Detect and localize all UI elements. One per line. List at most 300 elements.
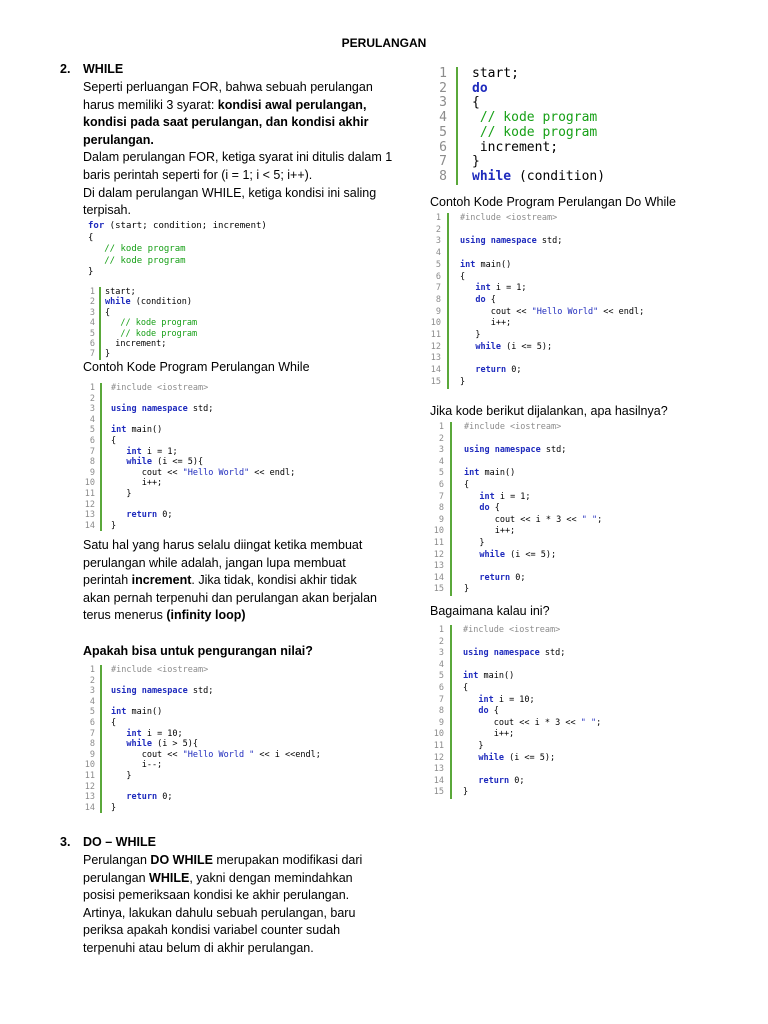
code-token: (i > 5){ (151, 739, 199, 750)
code-token: std; (540, 445, 567, 456)
while-intro-bold: kondisi awal perulangan, kondisi pada saat perulangan, dan kondisi akhir perulangan. (83, 97, 369, 147)
gutter-bar (450, 625, 452, 799)
line-number: 9 (438, 717, 444, 728)
code-token: main() (126, 707, 163, 718)
line-number: 13 (84, 510, 95, 521)
increment-note-paragraph (83, 537, 383, 625)
code-token: main() (475, 259, 512, 270)
code-line (88, 267, 267, 279)
code-token (460, 283, 475, 293)
code-token (111, 739, 126, 749)
line-number: 2 (89, 393, 95, 404)
code-line (111, 457, 295, 468)
code-token: ; (597, 514, 603, 525)
code-token: int (126, 446, 142, 457)
code-token: // kode program (105, 328, 198, 339)
infinity-loop-bold: (infinity loop) (166, 608, 246, 623)
code-token: 0; (509, 775, 525, 786)
page-title: PERULANGAN (341, 36, 427, 50)
line-numbers (83, 383, 95, 531)
code-line (463, 637, 601, 649)
code-token: (start; condition; increment) (104, 221, 267, 231)
line-number: 4 (439, 110, 447, 126)
code-token: return (479, 572, 511, 583)
code-token: { (88, 232, 94, 243)
line-number: 8 (89, 739, 95, 750)
line-number: 9 (89, 749, 95, 760)
code-line (105, 287, 197, 297)
line-number: 9 (435, 306, 441, 317)
line-number: 5 (439, 124, 447, 140)
gutter-bar (100, 665, 102, 813)
line-number: 6 (438, 479, 444, 490)
line-numbers (430, 625, 444, 799)
code-token: int (460, 259, 476, 270)
code-line (472, 82, 605, 97)
code-line (105, 308, 197, 318)
line-number: 3 (438, 648, 444, 659)
code-lines (460, 213, 644, 389)
line-number: 8 (438, 706, 444, 717)
line-number: 11 (84, 770, 95, 781)
code-token: } (464, 584, 470, 595)
code-line (463, 753, 601, 765)
code-line (464, 561, 602, 573)
code-token: "Hello World" (182, 467, 250, 478)
code-line (463, 729, 601, 741)
line-number: 6 (435, 271, 441, 282)
code-line (111, 686, 321, 697)
line-number: 5 (438, 671, 444, 682)
code-line (111, 792, 321, 803)
code-token: do (472, 80, 488, 96)
line-number: 7 (439, 154, 447, 170)
code-token: #include <iostream> (111, 383, 209, 393)
while-separate-text: Di dalam perulangan WHILE, ketiga kondisi ini saling terpisah. (83, 185, 377, 218)
code-line (111, 415, 295, 426)
code-token: { (460, 271, 466, 282)
dowhile-bold-1: DO WHILE (150, 853, 213, 867)
code-line (88, 256, 267, 268)
caption-dowhile-example: Contoh Kode Program Perulangan Do While (430, 195, 676, 209)
code-token: // kode program (472, 124, 598, 140)
line-number: 15 (430, 376, 441, 387)
line-number: 7 (435, 283, 441, 294)
code-token: i = (141, 446, 168, 457)
code-token: "Hello World " (182, 749, 255, 760)
line-number: 1 (89, 383, 95, 393)
code-line (105, 349, 197, 359)
code-line (460, 307, 644, 319)
code-token (460, 295, 475, 305)
line-number: 12 (84, 499, 95, 510)
code-line (111, 500, 295, 511)
gutter-bar (447, 213, 449, 389)
code-line (88, 221, 267, 233)
code-token: i++; (464, 526, 516, 537)
line-number: 9 (438, 514, 444, 525)
code-token (111, 729, 126, 739)
code-lines (105, 287, 197, 360)
line-number: 2 (438, 636, 444, 647)
line-number: 4 (438, 659, 444, 670)
dowhile-bold-2: WHILE (149, 870, 190, 885)
code-line (464, 468, 602, 480)
code-line (88, 244, 267, 256)
code-token: i = 1; (494, 491, 531, 502)
code-line (472, 96, 605, 111)
caption-while-example: Contoh Kode Program Perulangan While (83, 360, 310, 374)
line-number: 3 (439, 95, 447, 111)
code-line (111, 676, 321, 687)
code-line (464, 445, 602, 457)
code-token: std; (539, 648, 566, 659)
line-number: 2 (89, 297, 95, 308)
line-number: 4 (89, 414, 95, 425)
line-number: 5 (89, 328, 95, 339)
code-line (472, 141, 605, 156)
code-token: } (105, 349, 111, 360)
code-token: " " (580, 717, 597, 728)
code-line (111, 718, 321, 729)
code-line (464, 480, 602, 492)
code-lines (111, 665, 321, 813)
code-token: int (475, 283, 491, 294)
line-number: 11 (433, 740, 444, 751)
code-token (111, 510, 126, 520)
code-token: " " (581, 514, 598, 525)
line-number: 3 (89, 307, 95, 318)
code-token: i++; (463, 729, 515, 740)
line-numbers (83, 665, 95, 813)
line-number: 14 (84, 520, 95, 531)
line-number: 2 (438, 433, 444, 444)
line-number: 7 (89, 349, 95, 360)
code-line (111, 803, 321, 814)
code-token: { (105, 307, 111, 318)
code-token: cout << (111, 749, 183, 760)
code-token: #include <iostream> (463, 625, 561, 635)
code-token: i = 1; (490, 283, 527, 294)
line-number: 12 (433, 549, 444, 560)
code-token: start; (105, 287, 136, 297)
code-line (111, 665, 321, 676)
code-line (111, 707, 321, 718)
code-token: while (475, 341, 501, 352)
code-token (111, 457, 126, 467)
code-line (472, 126, 605, 141)
line-number: 1 (89, 287, 95, 297)
code-lines (464, 422, 602, 596)
line-number: 12 (433, 752, 444, 763)
code-token: << endl; (598, 306, 645, 317)
line-number: 1 (438, 422, 444, 432)
code-token: } (88, 267, 94, 278)
code-line (463, 660, 601, 672)
dowhile-text-1: Perulangan (83, 853, 151, 867)
code-line (460, 295, 644, 307)
line-numbers (83, 287, 95, 360)
code-token: do (479, 503, 490, 514)
code-line (460, 365, 644, 377)
code-token (464, 492, 479, 502)
code-line (460, 283, 644, 295)
code-token: { (111, 435, 117, 446)
code-line (88, 233, 267, 245)
code-token: { (488, 706, 499, 717)
code-line (472, 155, 605, 170)
code-line (460, 342, 644, 354)
code-line (460, 213, 644, 225)
code-token: i = 10; (493, 694, 535, 705)
line-number: 2 (89, 675, 95, 686)
code-line (111, 521, 295, 532)
code-line (111, 771, 321, 782)
line-numbers (430, 67, 447, 185)
code-token: for (88, 221, 105, 231)
code-line (111, 782, 321, 793)
code-line (111, 447, 295, 458)
dowhile-paragraph (83, 852, 383, 958)
line-number: 3 (435, 236, 441, 247)
code-line (460, 260, 644, 272)
line-number: 9 (89, 467, 95, 478)
code-token: (i <= 5){ (151, 457, 204, 468)
line-numbers (430, 422, 444, 596)
line-number: 8 (438, 503, 444, 514)
while-for-text: Dalam perulangan FOR, ketiga syarat ini ditulis dalam 1 baris perintah seperti for (i = 1; i < 5; i++). (83, 150, 393, 182)
code-token: } (463, 787, 469, 798)
code-token: do (475, 294, 486, 305)
line-number: 13 (84, 792, 95, 803)
code-line (464, 503, 602, 515)
code-line (472, 111, 605, 126)
code-line (463, 718, 601, 730)
code-token: ; (172, 446, 178, 457)
code-token: 0; (157, 792, 173, 803)
line-number: 14 (433, 775, 444, 786)
code-line (472, 67, 605, 82)
code-token (464, 573, 479, 583)
code-token: return (475, 365, 507, 376)
code-line (464, 538, 602, 550)
line-number: 3 (438, 445, 444, 456)
code-token: // kode program (88, 255, 186, 266)
code-token: // kode program (472, 110, 598, 126)
line-number: 14 (84, 802, 95, 813)
code-token: return (126, 792, 158, 803)
code-token: cout << (460, 306, 532, 317)
code-token: { (485, 294, 496, 305)
code-token: using namespace (460, 236, 537, 247)
code-token: while (126, 457, 152, 468)
code-line (111, 489, 295, 500)
dowhile-text-2: merupakan modifikasi dari perulangan (83, 853, 363, 885)
code-lines (111, 383, 295, 531)
code-line (460, 318, 644, 330)
code-line (111, 739, 321, 750)
code-token: } (460, 376, 466, 387)
code-line (460, 248, 644, 260)
code-line (111, 394, 295, 405)
line-number: 11 (433, 537, 444, 548)
code-token (111, 447, 126, 457)
line-number: 12 (430, 341, 441, 352)
while-intro-paragraph (83, 79, 393, 220)
code-token: main() (478, 671, 515, 682)
code-token: using namespace (463, 648, 540, 659)
code-line (111, 436, 295, 447)
line-number: 6 (439, 139, 447, 155)
code-token: 0; (506, 365, 522, 376)
code-token: } (463, 740, 484, 751)
code-token (464, 550, 479, 560)
code-line (460, 353, 644, 365)
code-token: #include <iostream> (460, 213, 558, 223)
line-number: 5 (89, 707, 95, 718)
increment-bold: increment (131, 573, 192, 588)
line-number: 3 (89, 686, 95, 697)
code-token: int (478, 694, 494, 705)
code-token: return (126, 510, 158, 521)
line-number: 13 (433, 561, 444, 572)
line-number: 5 (89, 425, 95, 436)
code-line (460, 272, 644, 284)
line-number: 1 (438, 625, 444, 635)
code-token: using namespace (111, 686, 188, 697)
code-token (463, 776, 478, 786)
code-token: std; (187, 404, 214, 415)
code-token: (i <= 5); (503, 752, 556, 763)
line-number: 10 (84, 478, 95, 489)
code-line (464, 422, 602, 434)
line-number: 2 (439, 80, 447, 96)
code-token: i++; (111, 478, 163, 489)
line-number: 8 (439, 168, 447, 184)
line-number: 15 (433, 584, 444, 595)
line-number: 11 (430, 330, 441, 341)
code-token: << endl; (249, 467, 296, 478)
code-line (111, 478, 295, 489)
code-token: main() (126, 425, 163, 436)
line-number: 10 (433, 729, 444, 740)
code-token: (i <= 5); (504, 549, 557, 560)
code-token: (i <= 5); (500, 341, 553, 352)
code-line (464, 434, 602, 446)
code-token: std; (187, 686, 214, 697)
line-number: 5 (438, 468, 444, 479)
code-token: } (472, 154, 480, 170)
code-token: { (489, 503, 500, 514)
line-number: 11 (84, 488, 95, 499)
code-token: // kode program (88, 244, 186, 255)
code-token: #include <iostream> (111, 665, 209, 675)
code-token: while (105, 297, 131, 308)
code-token: << i <<endl; (254, 749, 321, 760)
gutter-bar (450, 422, 452, 596)
increment-note-text: Satu hal yang harus selalu diingat ketika membuat perulangan while adalah, jangan lupa membuat perintah (83, 538, 363, 588)
code-token: while (479, 549, 505, 560)
question-output-1: Jika kode berikut dijalankan, apa hasilnya? (430, 404, 668, 418)
code-token: cout << i * 3 << (463, 717, 581, 728)
code-token (460, 365, 475, 375)
code-token: 0; (510, 572, 526, 583)
code-line (111, 729, 321, 740)
code-token: while (478, 752, 504, 763)
code-token: // kode program (105, 318, 198, 329)
line-number: 8 (89, 457, 95, 468)
line-number: 7 (89, 446, 95, 457)
code-token: (condition) (130, 297, 193, 308)
code-token: { (463, 682, 469, 693)
code-token: using namespace (464, 445, 541, 456)
code-token (460, 342, 475, 352)
increment-note-text-2: . Jika tidak, kondisi akhir tidak akan pernah terpenuhi dan perulangan akan berjalan terus menerus (83, 573, 377, 623)
code-line (463, 648, 601, 660)
code-line (111, 510, 295, 521)
code-token: (condition) (511, 168, 606, 184)
section-number-2: 2. (60, 62, 71, 76)
line-number: 13 (430, 353, 441, 364)
code-token (111, 792, 126, 802)
code-line (464, 515, 602, 527)
code-line (105, 329, 197, 339)
code-line (464, 457, 602, 469)
code-line (111, 697, 321, 708)
code-line (105, 318, 197, 328)
code-token: 0; (157, 510, 173, 521)
code-token: } (111, 802, 117, 813)
code-token: } (460, 330, 481, 341)
code-token: cout << i * 3 << (464, 514, 582, 525)
code-line (464, 584, 602, 596)
code-line (463, 671, 601, 683)
line-number: 4 (89, 318, 95, 329)
line-number: 1 (89, 665, 95, 675)
line-number: 10 (84, 760, 95, 771)
code-token: int (479, 491, 495, 502)
code-line (111, 425, 295, 436)
code-line (460, 225, 644, 237)
code-token (463, 753, 478, 763)
code-token: 1 (167, 446, 173, 457)
code-line (463, 776, 601, 788)
dowhile-text-3: , yakni dengan memindahkan posisi pemeriksaan kondisi ke akhir perulangan. Artinya, lakukan dahulu sebuah perulangan, baru periksa apakah kondisi variabel counter sudah terpenuhi atau belum di akhir perulangan. (83, 870, 356, 955)
line-numbers (427, 213, 441, 389)
code-token (464, 503, 479, 513)
code-token: while (472, 168, 512, 184)
code-lines (463, 625, 601, 799)
line-number: 6 (89, 717, 95, 728)
question-output-2: Bagaimana kalau ini? (430, 604, 550, 618)
code-token: } (464, 537, 485, 548)
code-token: while (126, 739, 152, 750)
line-number: 10 (433, 526, 444, 537)
line-number: 6 (438, 682, 444, 693)
code-line (111, 750, 321, 761)
line-number: 5 (435, 259, 441, 270)
line-number: 14 (430, 365, 441, 376)
code-line (460, 377, 644, 389)
line-number: 15 (433, 787, 444, 798)
section-number-3: 3. (60, 835, 71, 849)
line-number: 10 (430, 318, 441, 329)
line-number: 7 (89, 728, 95, 739)
line-number: 7 (438, 491, 444, 502)
code-token: i--; (111, 760, 163, 771)
code-token: { (464, 479, 470, 490)
line-number: 3 (89, 404, 95, 415)
